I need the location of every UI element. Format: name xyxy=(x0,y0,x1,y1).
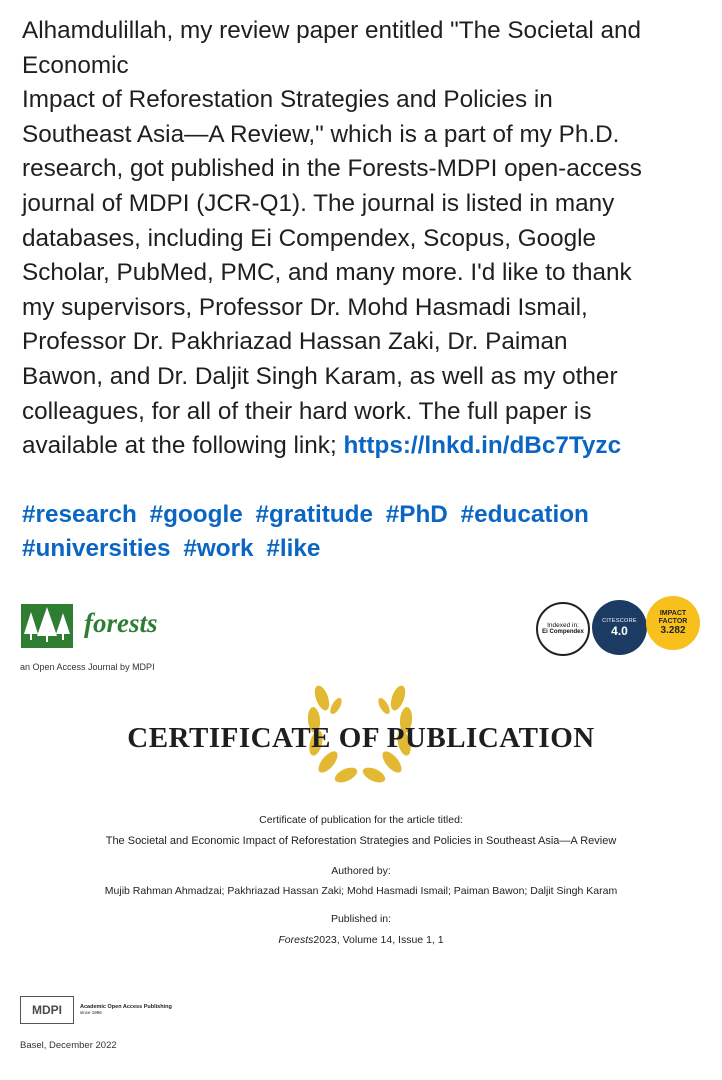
authors: Mujib Rahman Ahmadzai; Pakhriazad Hassan Zaki; Mohd Hasmadi Ismail; Paiman Bawon; Daljit Singh Karam xyxy=(104,885,618,897)
certificate-title: CERTIFICATE OF PUBLICATION xyxy=(127,722,595,754)
indexed-value: Ei Compendex xyxy=(542,629,584,635)
authored-label: Authored by: xyxy=(331,865,391,877)
impact-factor-badge xyxy=(646,596,700,650)
impact-value: 3.282 xyxy=(660,625,686,636)
post-line: Southeast Asia—A Review," which is a part of my Ph.D. xyxy=(22,120,620,148)
journal-logo-text: forests xyxy=(84,608,158,638)
post-line: Professor Dr. Pakhriazad Hassan Zaki, Dr. Paiman xyxy=(22,328,568,356)
hashtag-phd[interactable]: #PhD xyxy=(385,500,448,528)
place-date: Basel, December 2022 xyxy=(20,1040,117,1051)
post-line: Economic xyxy=(22,51,129,79)
indexed-badge xyxy=(536,602,590,656)
hashtag-education[interactable]: #education xyxy=(460,500,589,528)
journal-name: Forests xyxy=(278,934,314,946)
publisher-tagline-text: Academic Open Access Publishing xyxy=(80,1004,172,1010)
post-line: my supervisors, Professor Dr. Mohd Hasmadi Ismail, xyxy=(22,293,588,321)
post-line: research, got published in the Forests-MDPI open-access xyxy=(22,155,642,183)
citescore-label: CITESCORE xyxy=(602,617,637,624)
hashtag-google[interactable]: #google xyxy=(149,500,243,528)
paper-link[interactable]: https://lnkd.in/dBc7Tyzc xyxy=(343,432,622,460)
indexed-label: Indexed in: xyxy=(547,622,579,629)
hashtag-gratitude[interactable]: #gratitude xyxy=(255,500,373,528)
post-line-with-link xyxy=(22,429,712,464)
post-line: Alhamdulillah, my review paper entitled "The Societal and xyxy=(22,17,642,44)
post-line: Scholar, PubMed, PMC, and many more. I'd like to thank xyxy=(22,259,632,287)
article-intro: Certificate of publication for the article titled: xyxy=(259,814,463,826)
post-line: colleagues, for all of their hard work. The full paper is xyxy=(22,397,592,425)
published-label: Published in: xyxy=(330,913,392,925)
post-line: Bawon, and Dr. Daljit Singh Karam, as well as my other xyxy=(22,362,618,390)
publication-info xyxy=(0,934,722,946)
post-line: Impact of Reforestation Strategies and Policies in xyxy=(22,86,553,114)
mdpi-logo: MDPI xyxy=(20,996,74,1024)
post-line: journal of MDPI (JCR-Q1). The journal is listed in many xyxy=(22,189,615,217)
post-line-prefix: available at the following link; xyxy=(22,432,344,460)
impact-label-1: IMPACT xyxy=(659,610,687,617)
post-line: databases, including Ei Compendex, Scopus, Google xyxy=(22,224,597,252)
publisher-tagline xyxy=(80,1004,180,1016)
hashtag-like[interactable]: #like xyxy=(266,535,321,563)
post-body xyxy=(22,14,712,567)
hashtag-research[interactable]: #research xyxy=(22,500,137,528)
publication-details: 2023, Volume 14, Issue 1, 1 xyxy=(313,934,444,946)
hashtags xyxy=(22,498,712,567)
citescore-value: 4.0 xyxy=(611,623,628,638)
forests-logo-icon xyxy=(21,604,73,648)
certificate-image[interactable] xyxy=(0,580,722,1080)
hashtag-universities[interactable]: #universities xyxy=(22,535,171,563)
citescore-badge xyxy=(592,600,647,655)
article-title: The Societal and Economic Impact of Reforestation Strategies and Policies in Southeast Asia—A Review xyxy=(105,835,617,847)
impact-label-2: FACTOR xyxy=(658,617,688,625)
hashtag-work[interactable]: #work xyxy=(183,535,254,563)
journal-subtitle: an Open Access Journal by MDPI xyxy=(20,662,155,672)
publisher-since: since 1996 xyxy=(80,1010,102,1015)
